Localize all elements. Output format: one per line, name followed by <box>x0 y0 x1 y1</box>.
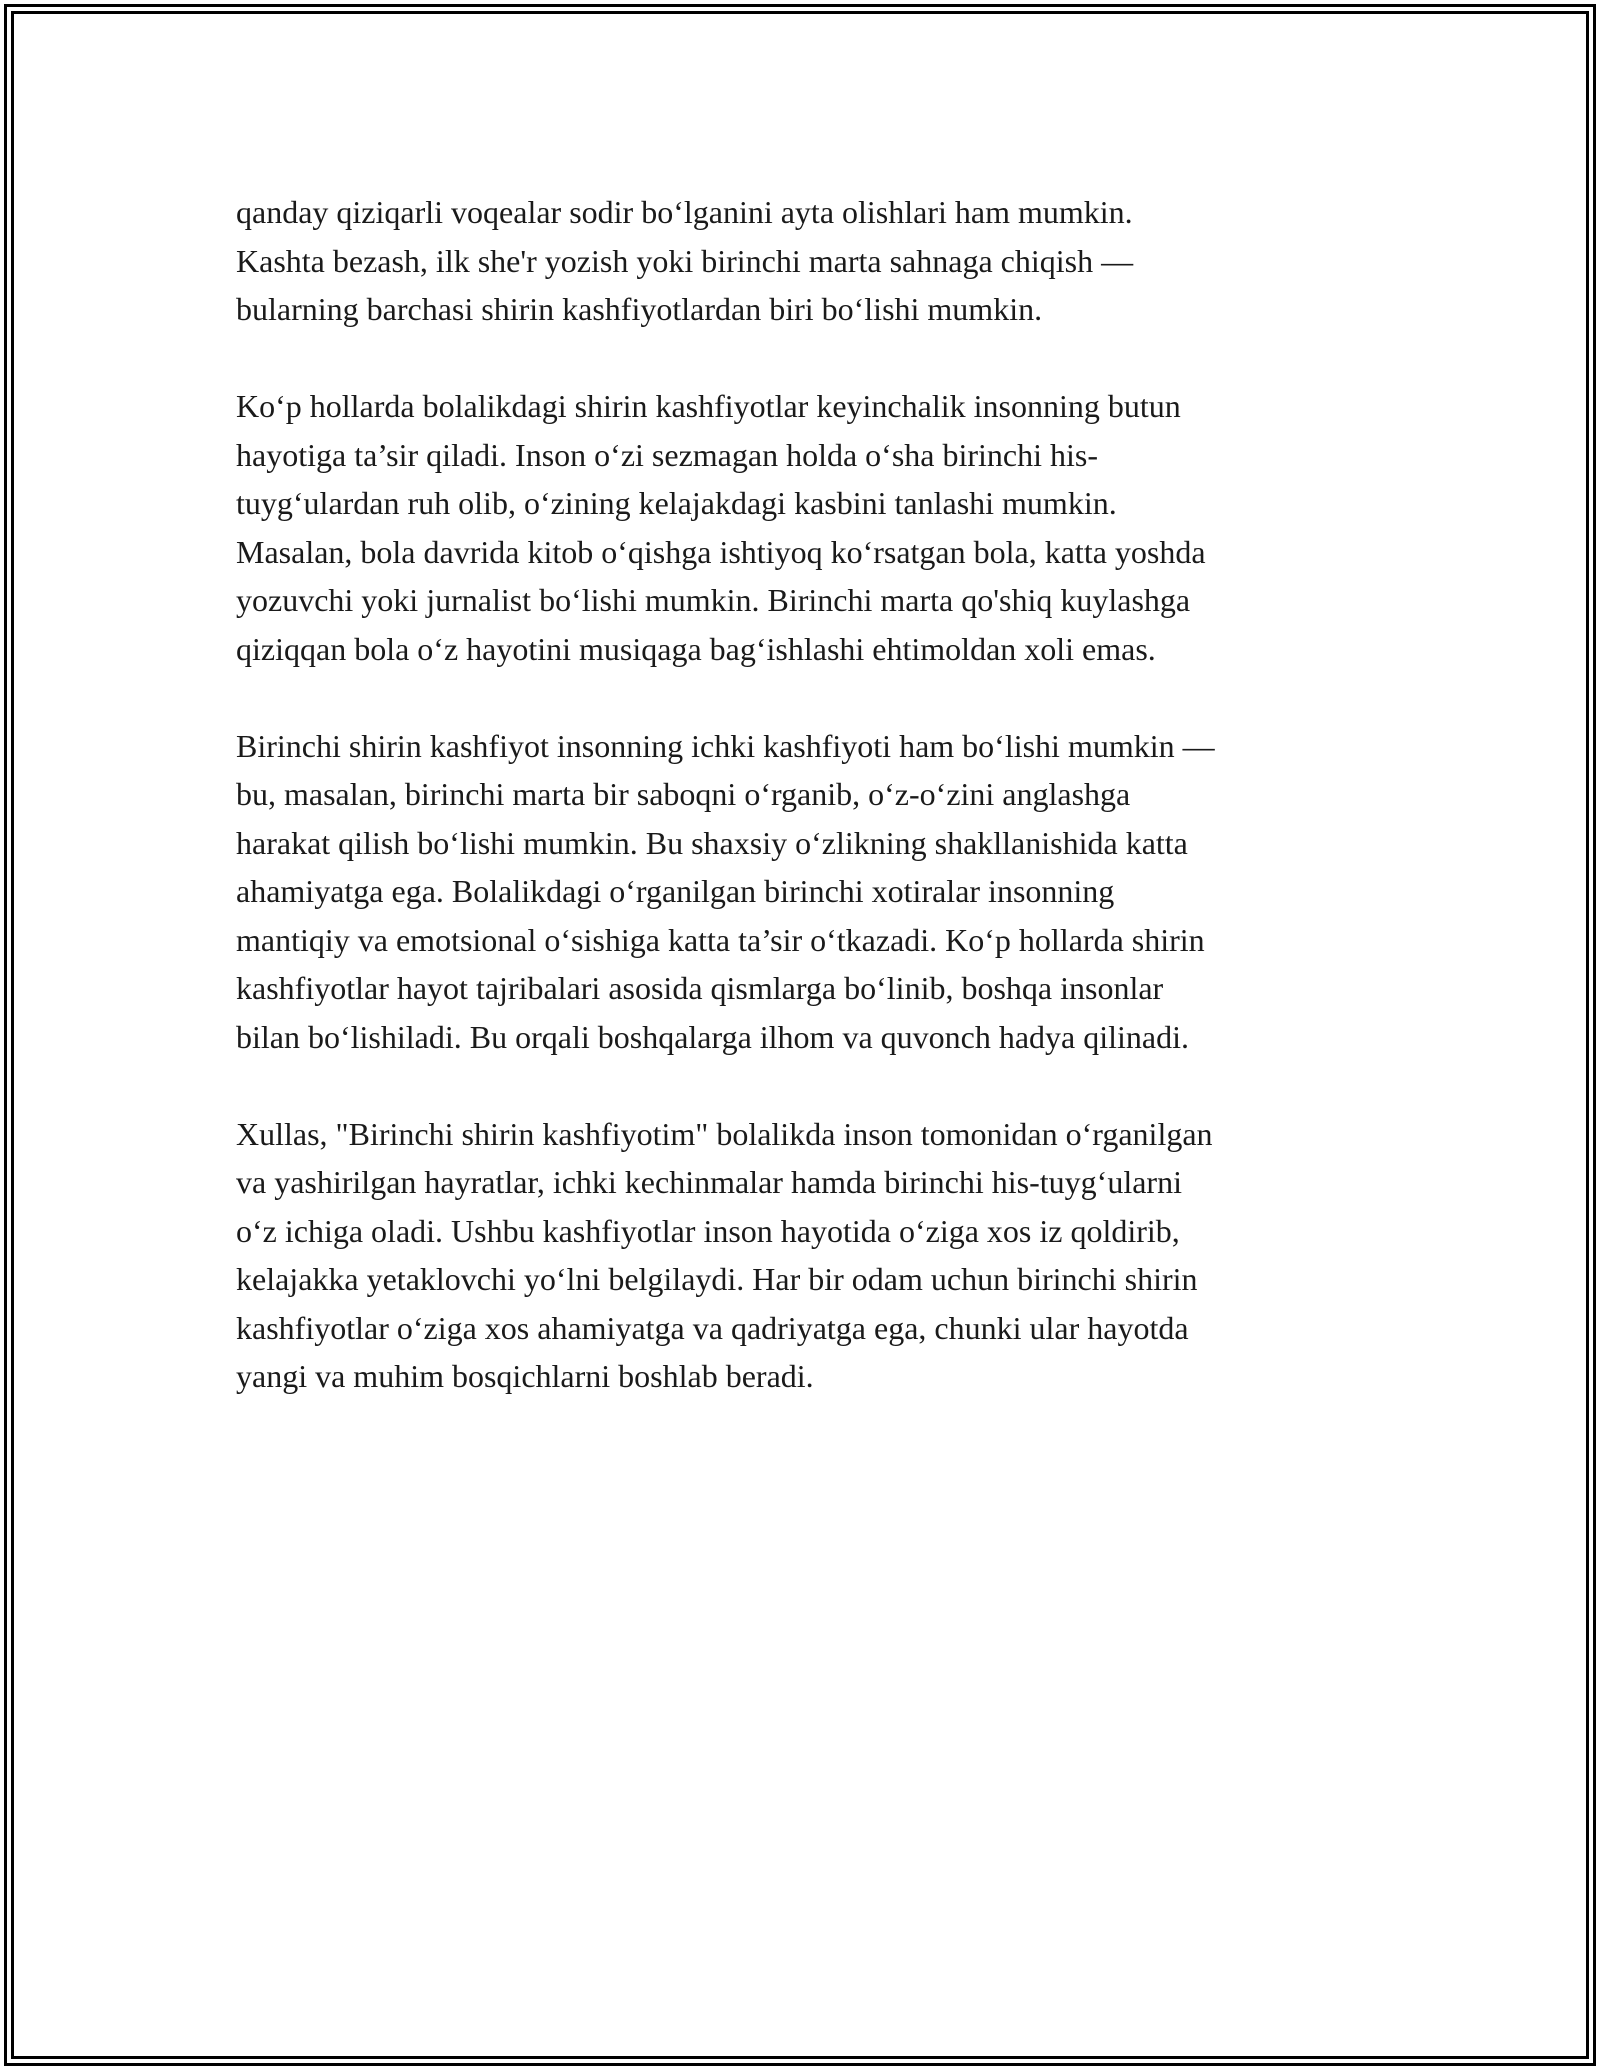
text-line: kelajakka yetaklovchi yo‘lni belgilaydi. Har bir odam uchun birinchi shirin <box>236 1261 1198 1297</box>
text-line: ahamiyatga ega. Bolalikdagi o‘rganilgan birinchi xotiralar insonning <box>236 873 1115 909</box>
text-line: harakat qilish bo‘lishi mumkin. Bu shaxsiy o‘zlikning shakllanishida katta <box>236 824 1188 861</box>
text-line: bilan bo‘lishiladi. Bu orqali boshqalarga ilhom va quvonch hadya qilinadi. <box>236 1018 1190 1055</box>
text-line: hayotiga ta’sir qiladi. Inson o‘zi sezmagan holda o‘sha birinchi his- <box>236 436 1098 473</box>
paragraph-1 <box>236 188 1386 334</box>
text-line: Ko‘p hollarda bolalikdagi shirin kashfiyotlar keyinchalik insonning butun <box>236 388 1181 424</box>
text-line: tuyg‘ulardan ruh olib, o‘zining kelajakdagi kasbini tanlashi mumkin. <box>236 485 1117 521</box>
text-line: Birinchi shirin kashfiyot insonning ichki kashfiyoti ham bo‘lishi mumkin — <box>236 727 1215 764</box>
document-body <box>236 188 1386 1449</box>
text-line: yangi va muhim bosqichlarni boshlab beradi. <box>236 1358 814 1394</box>
paragraph-4 <box>236 1110 1386 1401</box>
text-line: va yashirilgan hayratlar, ichki kechinmalar hamda birinchi his-tuyg‘ularni <box>236 1164 1182 1200</box>
text-line: bu, masalan, birinchi marta bir saboqni o‘rganib, o‘z-o‘zini anglashga <box>236 776 1131 812</box>
text-line: Xullas, "Birinchi shirin kashfiyotim" bolalikda inson tomonidan o‘rganilgan <box>236 1115 1213 1152</box>
text-line: qiziqqan bola o‘z hayotini musiqaga bag‘ishlashi ehtimoldan xoli emas. <box>236 630 1156 667</box>
text-line: yozuvchi yoki jurnalist bo‘lishi mumkin. Birinchi marta qo'shiq kuylashga <box>236 582 1191 618</box>
text-line: Kashta bezash, ilk she'r yozish yoki birinchi marta sahnaga chiqish — <box>236 242 1134 279</box>
paragraph-3 <box>236 722 1386 1062</box>
text-line: kashfiyotlar o‘ziga xos ahamiyatga va qadriyatga ega, chunki ular hayotda <box>236 1309 1189 1346</box>
text-line: Masalan, bola davrida kitob o‘qishga ishtiyoq ko‘rsatgan bola, katta yoshda <box>236 533 1206 570</box>
text-line: bularning barchasi shirin kashfiyotlardan biri bo‘lishi mumkin. <box>236 291 1043 327</box>
text-line: qanday qiziqarli voqealar sodir bo‘lganini ayta olishlari ham mumkin. <box>236 194 1133 230</box>
text-line: mantiqiy va emotsional o‘sishiga katta ta’sir o‘tkazadi. Ko‘p hollarda shirin <box>236 921 1205 958</box>
text-line: kashfiyotlar hayot tajribalari asosida qismlarga bo‘linib, boshqa insonlar <box>236 970 1164 1006</box>
text-line: o‘z ichiga oladi. Ushbu kashfiyotlar inson hayotida o‘ziga xos iz qoldirib, <box>236 1212 1180 1249</box>
paragraph-2 <box>236 382 1386 673</box>
